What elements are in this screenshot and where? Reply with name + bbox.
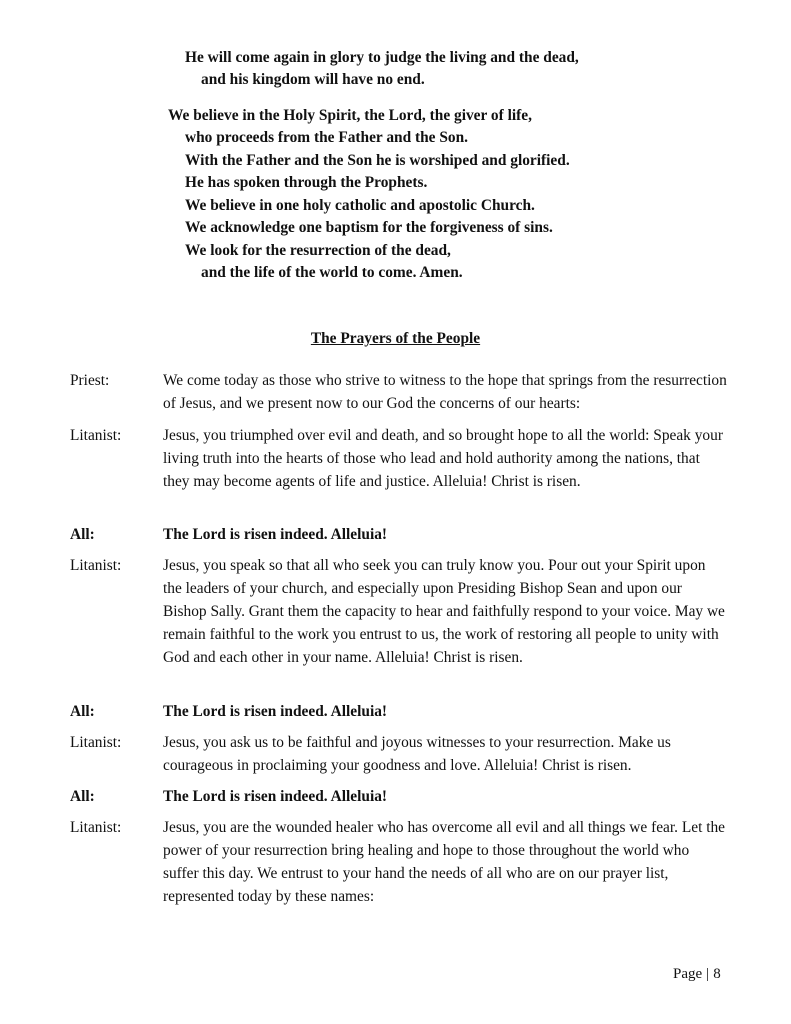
section-title: The Prayers of the People	[310, 330, 481, 347]
creed-line: We believe in the Holy Spirit, the Lord, the giver of life,	[168, 107, 532, 124]
creed-line: We look for the resurrection of the dead,	[185, 242, 451, 259]
creed-line: who proceeds from the Father and the Son.	[185, 129, 469, 146]
prayer-text: Jesus, you are the wounded healer who has overcome all evil and all things we fear. Let the power of your resurrection bring healing and hope to those throughout the world who suffer this day. We entrust to your hand the needs of all who are on our prayer list, represented today by these names:	[163, 819, 725, 905]
speaker-label: All:	[70, 788, 95, 805]
prayer-text: Jesus, you ask us to be faithful and joyous witnesses to your resurrection. Make us courageous in proclaiming your goodness and love. Alleluia! Christ is risen.	[163, 734, 671, 774]
creed-line: and the life of the world to come. Amen.	[201, 264, 463, 281]
speaker-label: Litanist:	[70, 427, 122, 444]
creed-line: We acknowledge one baptism for the forgiveness of sins.	[185, 219, 553, 236]
prayer-text: Jesus, you speak so that all who seek you can truly know you. Pour out your Spirit upon the leaders of your church, and especially upon Presiding Bishop Sean and upon our Bishop Sally. Grant them the capacity to hear and faithfully respond to your voice. May we remain faithful to the work you entrust to us, the work of restoring all people to unity with God and each other in your name. Alleluia! Christ is risen.	[163, 557, 725, 666]
creed-line: and his kingdom will have no end.	[201, 71, 425, 88]
page-footer	[673, 964, 721, 984]
prayer-response: The Lord is risen indeed. Alleluia!	[163, 703, 388, 720]
page-number: 8	[713, 966, 721, 982]
speaker-label: Priest:	[70, 372, 110, 389]
speaker-label: Litanist:	[70, 557, 122, 574]
speaker-label: Litanist:	[70, 819, 122, 836]
creed-line: With the Father and the Son he is worshiped and glorified.	[185, 152, 570, 169]
prayer-response: The Lord is risen indeed. Alleluia!	[163, 526, 388, 543]
prayer-text: We come today as those who strive to witness to the hope that springs from the resurrection of Jesus, and we present now to our God the concerns of our hearts:	[163, 372, 727, 412]
page-separator: |	[706, 966, 710, 982]
prayer-response: The Lord is risen indeed. Alleluia!	[163, 788, 388, 805]
speaker-label: All:	[70, 703, 95, 720]
speaker-label: All:	[70, 526, 95, 543]
prayer-text: Jesus, you triumphed over evil and death, and so brought hope to all the world: Speak your living truth into the hearts of those who lead and hold authority among the nations, that they may become agents of life and justice. Alleluia! Christ is risen.	[163, 427, 723, 490]
speaker-label: Litanist:	[70, 734, 122, 751]
page-label: Page	[673, 966, 703, 982]
creed-line: He has spoken through the Prophets.	[185, 174, 428, 191]
creed-line: He will come again in glory to judge the living and the dead,	[185, 49, 579, 66]
creed-line: We believe in one holy catholic and apostolic Church.	[185, 197, 535, 214]
